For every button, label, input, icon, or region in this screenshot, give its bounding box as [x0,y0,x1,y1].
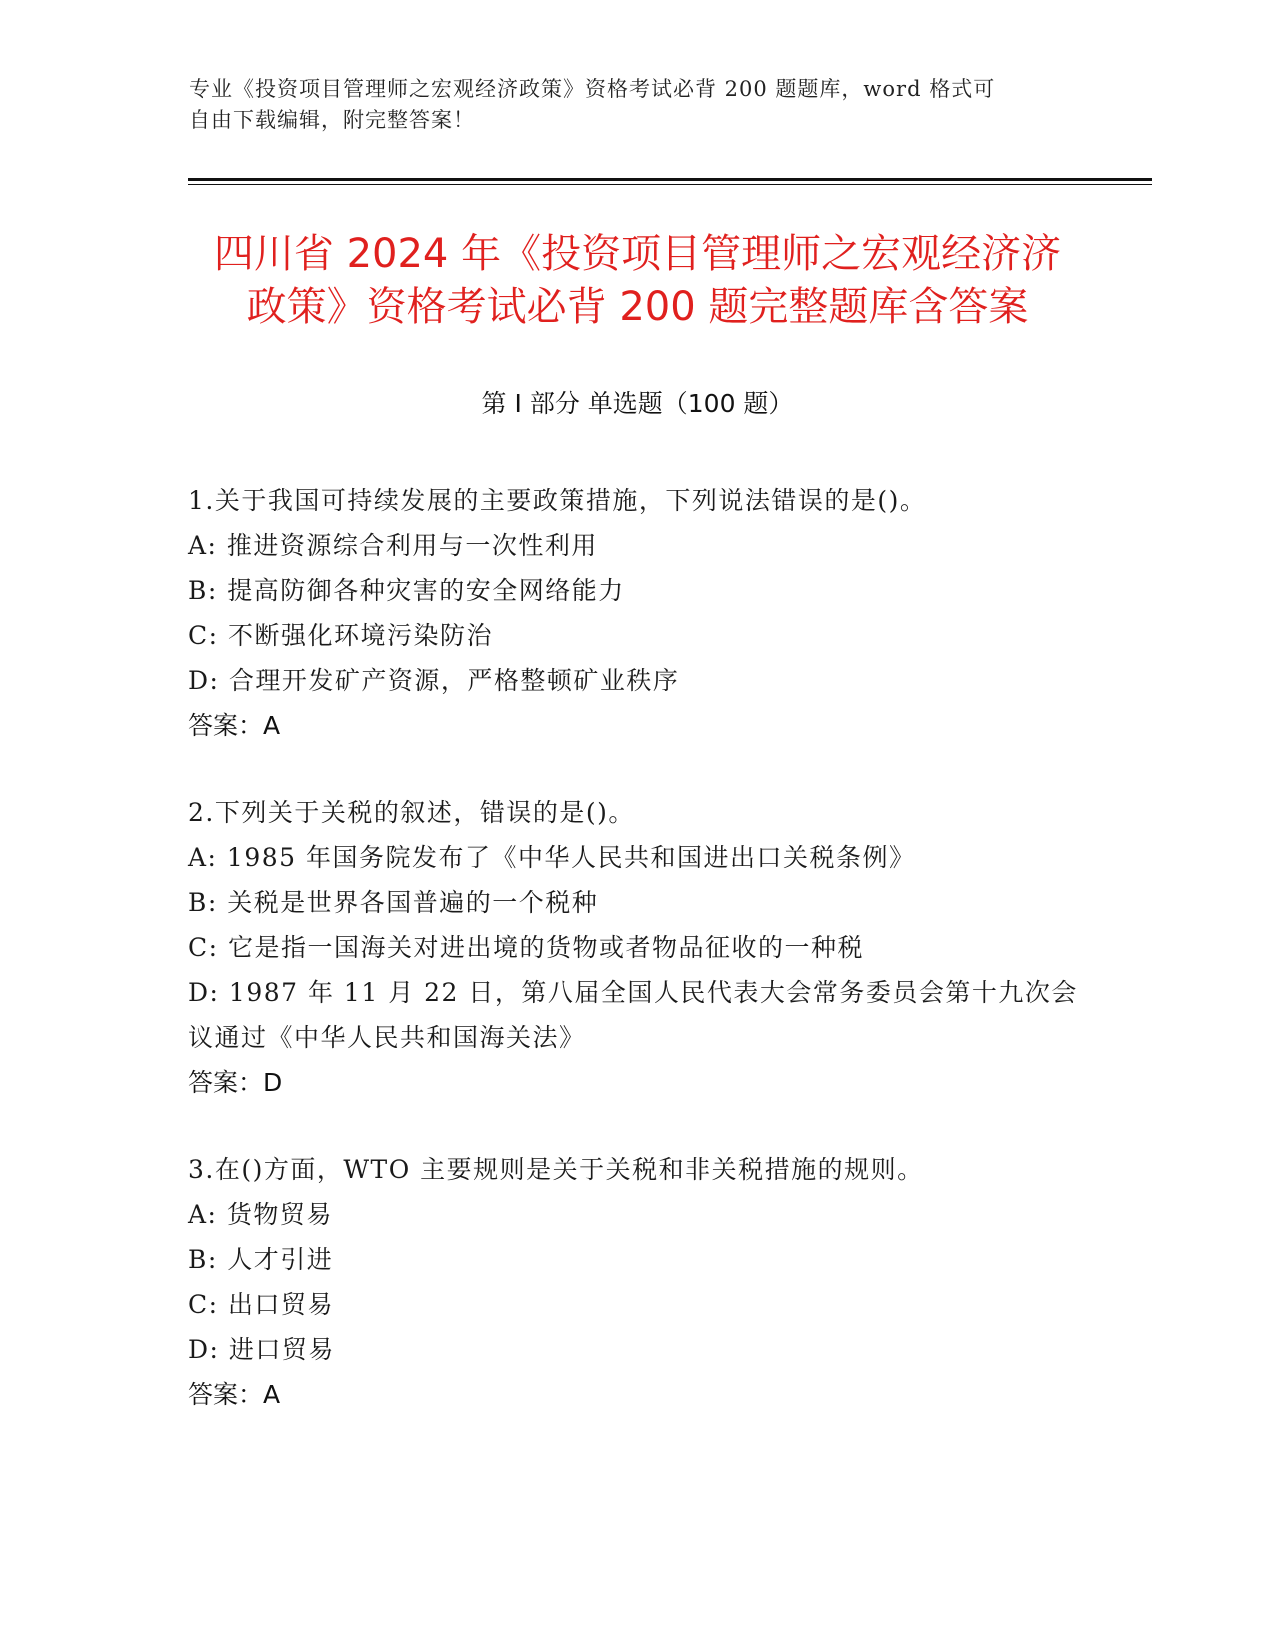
header-note [189,74,1089,136]
option-c: C: 不断强化环境污染防治 [188,621,493,650]
option-a: A: 推进资源综合利用与一次性利用 [188,531,598,560]
header-divider-thin [188,184,1152,185]
option-a: A: 货物贸易 [188,1200,333,1229]
header-note-line-2: 自由下载编辑，附完整答案！ [189,108,475,132]
document-title [150,228,1125,334]
option-a: A: 1985 年国务院发布了《中华人民共和国进出口关税条例》 [188,843,916,872]
answer: 答案：A [188,1380,281,1409]
option-b: B: 人才引进 [188,1245,334,1274]
question-stem: 1.关于我国可持续发展的主要政策措施，下列说法错误的是()。 [188,486,927,515]
question-2 [188,790,1088,1105]
header-divider-thick [188,178,1152,181]
answer: 答案：A [188,711,281,740]
question-stem: 2.下列关于关税的叙述，错误的是()。 [188,798,635,827]
section-heading: 第 I 部分 单选题（100 题） [481,389,794,418]
option-c: C: 出口贸易 [188,1290,334,1319]
answer: 答案：D [188,1068,283,1097]
option-b: B: 提高防御各种灾害的安全网络能力 [188,576,625,605]
option-d: D: 合理开发矿产资源，严格整顿矿业秩序 [188,666,680,695]
document-title-line-1: 四川省 2024 年《投资项目管理师之宏观经济济 [213,231,1062,277]
option-b: B: 关税是世界各国普遍的一个税种 [188,888,599,917]
option-d: D: 1987 年 11 月 22 日，第八届全国人民代表大会常务委员会第十九次会议通过《中华人民共和国海关法》 [188,978,1078,1052]
question-1 [188,478,1088,748]
header-note-line-1: 专业《投资项目管理师之宏观经济政策》资格考试必背 200 题题库，word 格式可 [189,77,996,101]
question-3 [188,1147,1088,1417]
document-title-line-2: 政策》资格考试必背 200 题完整题库含答案 [246,284,1029,330]
option-d: D: 进口贸易 [188,1335,335,1364]
question-stem: 3.在()方面，WTO 主要规则是关于关税和非关税措施的规则。 [188,1155,924,1184]
question-list [188,478,1088,1459]
option-c: C: 它是指一国海关对进出境的货物或者物品征收的一种税 [188,933,865,962]
